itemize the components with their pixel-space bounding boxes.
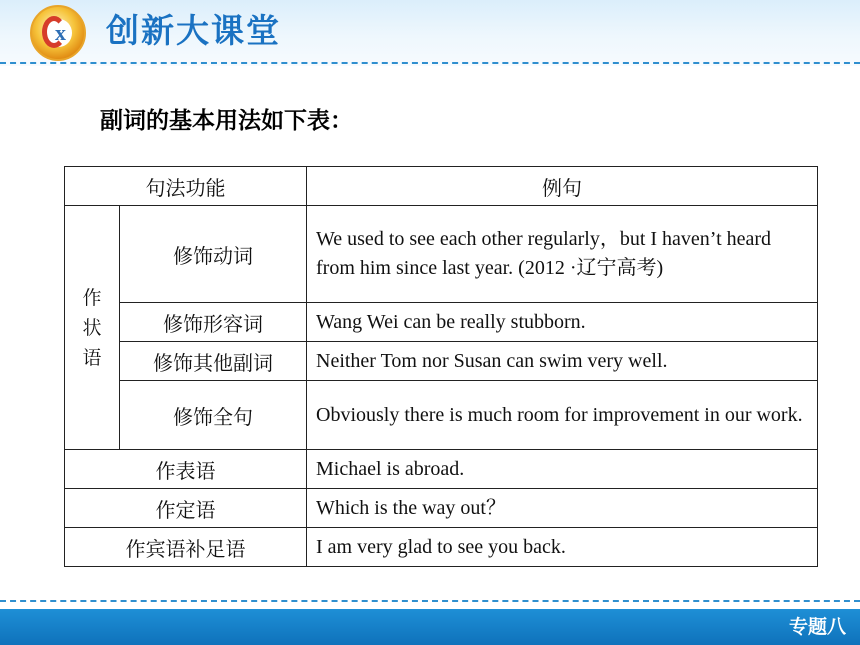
example-cell: Neither Tom nor Susan can swim very well.: [307, 342, 818, 381]
adverbial-label: 作状语: [82, 286, 102, 369]
function-cell: 修饰动词: [120, 206, 307, 303]
table-header-row: [65, 167, 818, 206]
table-row: [65, 450, 818, 489]
adverb-usage-table: [64, 166, 818, 567]
example-cell: I am very glad to see you back.: [307, 528, 818, 567]
table-row: [65, 381, 818, 450]
section-label: 专题八: [788, 616, 846, 638]
example-cell: Michael is abroad.: [307, 450, 818, 489]
example-cell: Obviously there is much room for improvement in our work.: [307, 381, 818, 450]
footer-bar: [0, 609, 860, 645]
app-title: 创新大课堂: [106, 11, 281, 50]
function-cell: 修饰其他副词: [120, 342, 307, 381]
table-row: [65, 528, 818, 567]
page-heading: 副词的基本用法如下表：: [100, 108, 353, 134]
footer-divider: [0, 600, 860, 602]
table-row: [65, 303, 818, 342]
header-example: 例句: [307, 167, 818, 206]
header-function: 句法功能: [65, 167, 307, 206]
table-row: [65, 342, 818, 381]
example-cell: Which is the way out？: [307, 489, 818, 528]
example-cell: We used to see each other regularly，but I haven’t heard from him since last year. (2012 ·辽宁高考): [307, 206, 818, 303]
example-cell: Wang Wei can be really stubborn.: [307, 303, 818, 342]
table-row: [65, 489, 818, 528]
header-divider: [0, 62, 860, 64]
function-cell: 修饰形容词: [120, 303, 307, 342]
logo-icon: x: [30, 5, 86, 61]
function-cell: 作定语: [65, 489, 307, 528]
function-cell: 作宾语补足语: [65, 528, 307, 567]
function-cell: 修饰全句: [120, 381, 307, 450]
table-row: [65, 206, 818, 303]
adverbial-group-cell: [65, 206, 120, 450]
function-cell: 作表语: [65, 450, 307, 489]
